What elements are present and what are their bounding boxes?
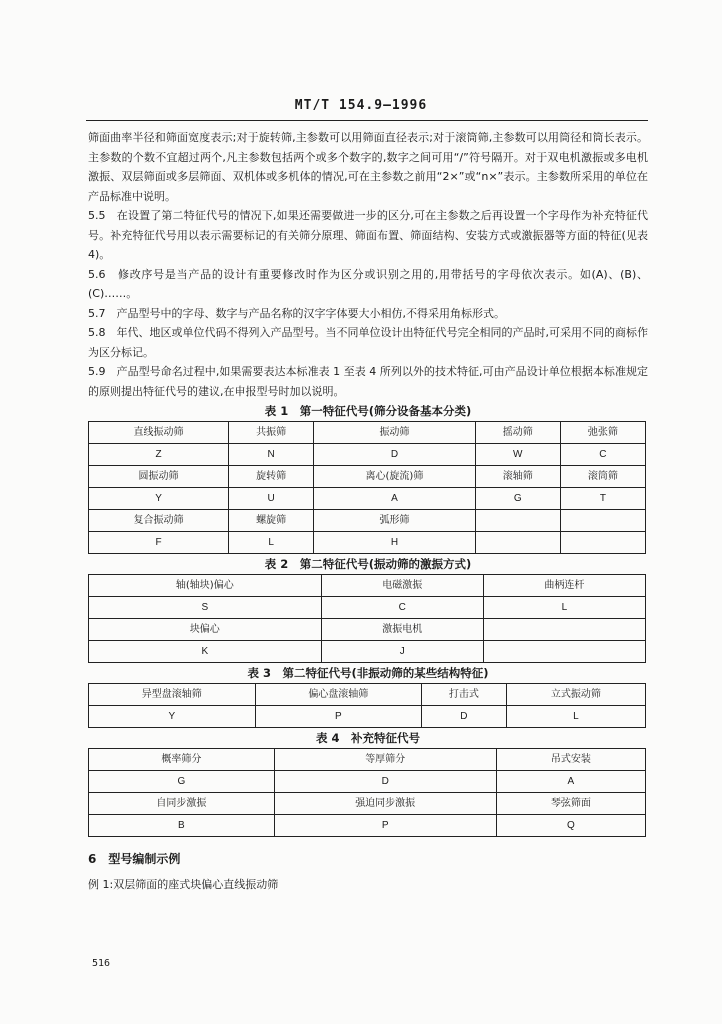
paragraph-5-5: 5.5 在设置了第二特征代号的情况下,如果还需要做进一步的区分,可在主参数之后再设置一个字母作为补充特征代号。补充特征代号用以表示需要标记的有关筛分原理、筛面布置、筛面结构、安装方式或激振器等方面的特征(见表 4)。 [88, 209, 648, 261]
table-cell: L [229, 532, 314, 554]
paragraph-5-6: 5.6 修改序号是当产品的设计有重要修改时作为区分或识别之用的,用带括号的字母依次表示。如(A)、(B)、(C)……。 [88, 267, 648, 300]
table-cell: W [475, 444, 560, 466]
table-row [89, 706, 646, 728]
table-cell: 弛张筛 [560, 422, 645, 444]
table-cell: 异型盘滚轴筛 [89, 684, 256, 706]
table3 [88, 683, 646, 728]
section-6-title: 6 型号编制示例 [88, 852, 181, 866]
table-cell: G [475, 488, 560, 510]
table-cell: K [89, 641, 322, 663]
table-cell: F [89, 532, 229, 554]
table2-caption: 表 2 第二特征代号(振动筛的激振方式) [264, 557, 472, 571]
table-cell: D [274, 771, 496, 793]
table-cell: U [229, 488, 314, 510]
table-cell: 摇动筛 [475, 422, 560, 444]
table3-caption: 表 3 第二特征代号(非振动筛的某些结构特征) [247, 666, 489, 680]
paragraph-5-9: 5.9 产品型号命名过程中,如果需要表达本标准表 1 至表 4 所列以外的技术特征,可由产品设计单位根据本标准规定的原则提出特征代号的建议,在申报型号时加以说明。 [88, 365, 648, 398]
table-cell: 琴弦筛面 [496, 793, 645, 815]
paragraph-5-8: 5.8 年代、地区或单位代码不得列入产品型号。当不同单位设计出特征代号完全相同的产品时,可采用不同的商标作为区分标记。 [88, 326, 648, 359]
table-row [89, 619, 646, 641]
table-row [89, 488, 646, 510]
table-row [89, 684, 646, 706]
table-row [89, 597, 646, 619]
table-cell: C [560, 444, 645, 466]
document-body [88, 128, 648, 895]
table-cell: 滚轴筛 [475, 466, 560, 488]
table-cell: 偏心盘滚轴筛 [255, 684, 422, 706]
table-cell: Q [496, 815, 645, 837]
page-number: 516 [92, 958, 111, 969]
table-cell: 圆振动筛 [89, 466, 229, 488]
table-cell [475, 510, 560, 532]
table-cell [560, 532, 645, 554]
example-1: 例 1:双层筛面的座式块偏心直线振动筛 [88, 878, 279, 891]
table-cell: P [274, 815, 496, 837]
table-row [89, 466, 646, 488]
table-cell: 共振筛 [229, 422, 314, 444]
table-cell: Z [89, 444, 229, 466]
table-row [89, 575, 646, 597]
table-cell: A [314, 488, 476, 510]
table-cell: 立式振动筛 [506, 684, 645, 706]
table-cell: P [255, 706, 422, 728]
table-cell: 直线振动筛 [89, 422, 229, 444]
table-cell: 曲柄连杆 [483, 575, 645, 597]
table-row [89, 793, 646, 815]
table1 [88, 421, 646, 554]
table-cell: J [321, 641, 483, 663]
table-cell: 电磁激振 [321, 575, 483, 597]
table-cell: G [89, 771, 275, 793]
table-cell: N [229, 444, 314, 466]
table-cell [483, 619, 645, 641]
table-cell: 概率筛分 [89, 749, 275, 771]
table-cell: Y [89, 706, 256, 728]
table-cell: 滚筒筛 [560, 466, 645, 488]
standard-header: MT/T 154.9—1996 [294, 98, 428, 113]
table4-caption: 表 4 补充特征代号 [315, 731, 420, 745]
table-row [89, 532, 646, 554]
table-cell: S [89, 597, 322, 619]
table-cell: 复合振动筛 [89, 510, 229, 532]
table-row [89, 815, 646, 837]
table-cell: L [483, 597, 645, 619]
table-cell: B [89, 815, 275, 837]
table-row [89, 771, 646, 793]
table-cell: D [314, 444, 476, 466]
table-cell [475, 532, 560, 554]
table1-caption: 表 1 第一特征代号(筛分设备基本分类) [264, 404, 472, 418]
table-cell [483, 641, 645, 663]
table-cell: 振动筛 [314, 422, 476, 444]
table-row [89, 422, 646, 444]
table-cell: 吊式安装 [496, 749, 645, 771]
table-cell: 打击式 [422, 684, 507, 706]
table-cell: D [422, 706, 507, 728]
table-cell: 强迫同步激振 [274, 793, 496, 815]
table-cell: C [321, 597, 483, 619]
table-cell: 等厚筛分 [274, 749, 496, 771]
table-cell: 螺旋筛 [229, 510, 314, 532]
table2 [88, 574, 646, 663]
table-cell: Y [89, 488, 229, 510]
table-cell: 块偏心 [89, 619, 322, 641]
table-cell: 激振电机 [321, 619, 483, 641]
table-cell [560, 510, 645, 532]
paragraph: 筛面曲率半径和筛面宽度表示;对于旋转筛,主参数可以用筛面直径表示;对于滚筒筛,主参数可以用筒径和筒长表示。主参数的个数不宜超过两个,凡主参数包括两个或多个数字的,数字之间可用“/”符号隔开。对于双电机激振或多电机激振、双层筛面或多层筛面、双机体或多机体的情况,可在主参数之前用“2×”或“n×”表示。主参数所采用的单位在产品标准中说明。 [88, 131, 648, 203]
table-cell: 离心(旋流)筛 [314, 466, 476, 488]
table-cell: 自同步激振 [89, 793, 275, 815]
header-rule [86, 120, 648, 121]
table-cell: 弧形筛 [314, 510, 476, 532]
table4 [88, 748, 646, 837]
table-cell: H [314, 532, 476, 554]
table-cell: L [506, 706, 645, 728]
table-cell: 旋转筛 [229, 466, 314, 488]
table-cell: T [560, 488, 645, 510]
paragraph-5-7: 5.7 产品型号中的字母、数字与产品名称的汉字字体要大小相仿,不得采用角标形式。 [88, 306, 505, 320]
table-cell: A [496, 771, 645, 793]
table-row [89, 641, 646, 663]
table-cell: 轴(轴块)偏心 [89, 575, 322, 597]
table-row [89, 510, 646, 532]
table-row [89, 444, 646, 466]
table-row [89, 749, 646, 771]
